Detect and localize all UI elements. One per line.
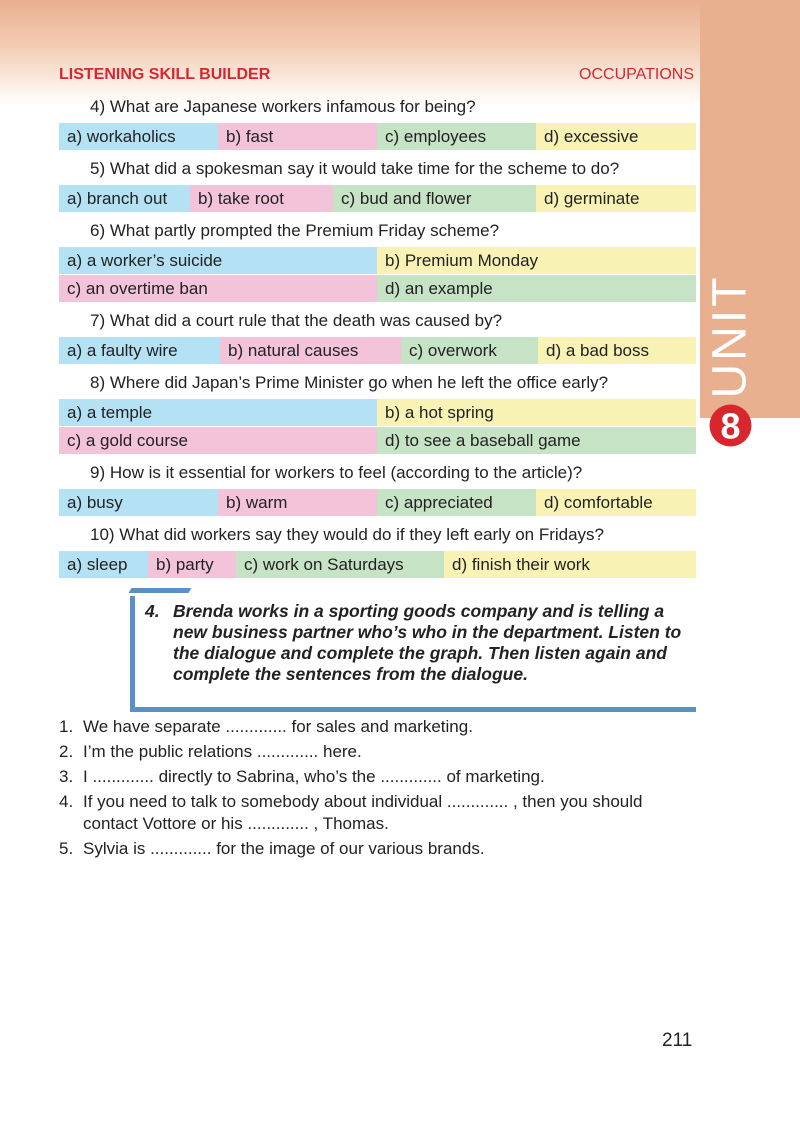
answer-option[interactable]: d) excessive bbox=[536, 123, 696, 150]
unit-number-badge: 8 bbox=[709, 404, 751, 446]
answer-options-row bbox=[59, 399, 696, 426]
answer-option[interactable]: b) party bbox=[148, 551, 236, 578]
answer-option[interactable]: a) a worker’s suicide bbox=[59, 247, 377, 274]
answer-option[interactable]: b) warm bbox=[218, 489, 377, 516]
answer-option[interactable]: d) germinate bbox=[536, 185, 696, 212]
answer-options-row bbox=[59, 489, 696, 516]
section-title: LISTENING SKILL BUILDER bbox=[59, 66, 271, 83]
sentence-text: I’m the public relations ............. here. bbox=[83, 742, 362, 761]
question-text: 9) How is it essential for workers to feel (according to the article)? bbox=[90, 463, 583, 482]
answer-option[interactable]: b) take root bbox=[190, 185, 333, 212]
task-number: 4. bbox=[145, 601, 160, 621]
answer-option[interactable]: b) a hot spring bbox=[377, 399, 696, 426]
task-instruction-box bbox=[130, 596, 696, 712]
answer-options-row bbox=[59, 275, 696, 302]
unit-word: UNIT bbox=[703, 274, 757, 398]
answer-option[interactable]: d) to see a baseball game bbox=[377, 427, 696, 454]
question-list bbox=[59, 93, 696, 583]
sentence-number: 4. bbox=[59, 792, 74, 811]
sentence-text: We have separate ............. for sales and marketing. bbox=[83, 717, 473, 736]
sentence-number: 1. bbox=[59, 717, 74, 736]
sentence-item bbox=[59, 766, 699, 788]
answer-option[interactable]: c) employees bbox=[377, 123, 536, 150]
answer-option[interactable]: c) work on Saturdays bbox=[236, 551, 444, 578]
sentence-number: 3. bbox=[59, 767, 74, 786]
answer-options-row bbox=[59, 247, 696, 274]
task-text: Brenda works in a sporting goods company and is telling a new business partner who’s who in the department. Listen to the dialogue and complete the graph. Then listen again and complete the sentences from the dialogue. bbox=[173, 601, 682, 684]
answer-options-row bbox=[59, 337, 696, 364]
chapter-title: OCCUPATIONS bbox=[579, 66, 694, 83]
sentence-number: 5. bbox=[59, 839, 74, 858]
unit-label bbox=[694, 266, 766, 454]
answer-options-row bbox=[59, 185, 696, 212]
answer-option[interactable]: d) an example bbox=[377, 275, 696, 302]
answer-option[interactable]: d) finish their work bbox=[444, 551, 696, 578]
answer-option[interactable]: a) sleep bbox=[59, 551, 148, 578]
answer-options-row bbox=[59, 551, 696, 578]
header-background bbox=[0, 0, 800, 105]
question-text: 5) What did a spokesman say it would take time for the scheme to do? bbox=[90, 159, 620, 178]
sentence-list bbox=[59, 716, 699, 863]
sentence-text: If you need to talk to somebody about individual ............. , then you should contact Vottore or his ............. , Thomas. bbox=[83, 792, 643, 833]
answer-option[interactable]: d) a bad boss bbox=[538, 337, 696, 364]
sentence-item bbox=[59, 716, 699, 738]
question-text: 8) Where did Japan’s Prime Minister go when he left the office early? bbox=[90, 373, 609, 392]
sentence-text: Sylvia is ............. for the image of our various brands. bbox=[83, 839, 485, 858]
question-text: 6) What partly prompted the Premium Friday scheme? bbox=[90, 221, 500, 240]
answer-option[interactable]: b) Premium Monday bbox=[377, 247, 696, 274]
question-text: 4) What are Japanese workers infamous for being? bbox=[90, 97, 476, 116]
answer-option[interactable]: c) overwork bbox=[401, 337, 538, 364]
answer-option[interactable]: b) fast bbox=[218, 123, 377, 150]
answer-options-row bbox=[59, 123, 696, 150]
sentence-number: 2. bbox=[59, 742, 74, 761]
answer-option[interactable]: c) an overtime ban bbox=[59, 275, 377, 302]
page-number: 211 bbox=[662, 1030, 693, 1051]
answer-option[interactable]: a) workaholics bbox=[59, 123, 218, 150]
sentence-item bbox=[59, 741, 699, 763]
answer-option[interactable]: a) a temple bbox=[59, 399, 377, 426]
answer-options-row bbox=[59, 427, 696, 454]
answer-option[interactable]: c) appreciated bbox=[377, 489, 536, 516]
answer-option[interactable]: c) bud and flower bbox=[333, 185, 536, 212]
answer-option[interactable]: a) branch out bbox=[59, 185, 190, 212]
question-text: 7) What did a court rule that the death was caused by? bbox=[90, 311, 503, 330]
answer-option[interactable]: c) a gold course bbox=[59, 427, 377, 454]
question-text: 10) What did workers say they would do if they left early on Fridays? bbox=[90, 525, 605, 544]
sentence-text: I ............. directly to Sabrina, who’s the ............. of marketing. bbox=[83, 767, 545, 786]
answer-option[interactable]: b) natural causes bbox=[220, 337, 401, 364]
answer-option[interactable]: a) a faulty wire bbox=[59, 337, 220, 364]
answer-option[interactable]: d) comfortable bbox=[536, 489, 696, 516]
sentence-item bbox=[59, 838, 699, 860]
sentence-item bbox=[59, 791, 699, 835]
answer-option[interactable]: a) busy bbox=[59, 489, 218, 516]
